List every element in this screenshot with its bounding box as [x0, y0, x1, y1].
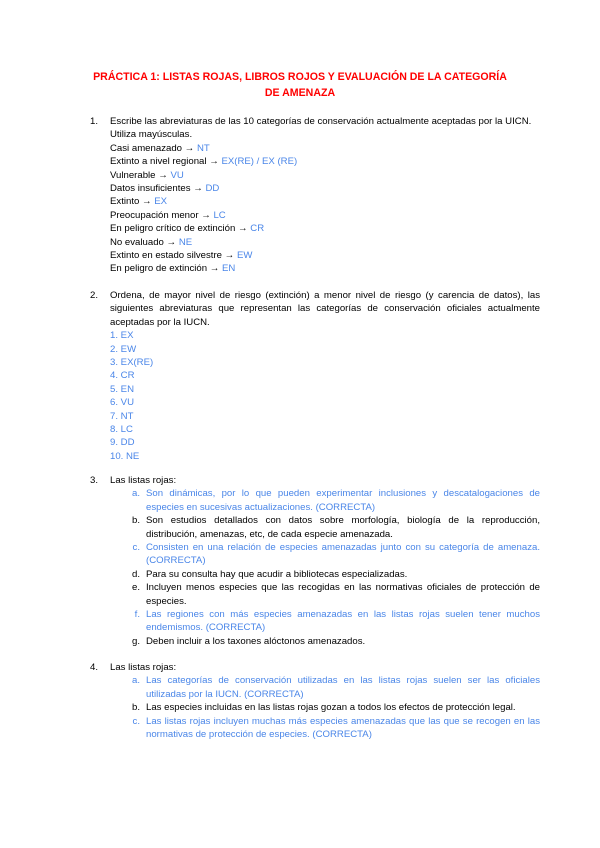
question-3-body [110, 474, 540, 648]
category-label: Datos insuficientes [110, 183, 191, 195]
title-line-1: PRÁCTICA 1: LISTAS ROJAS, LIBROS ROJOS Y EVALUACIÓN DE LA CATEGORÍA [93, 71, 507, 83]
question-prompt: Ordena, de mayor nivel de riesgo (extinción) a menor nivel de riesgo (y carencia de datos), las siguientes abreviaturas que representan las categorías de conservación oficiales actualmente aceptadas por la IUCN. [110, 290, 540, 328]
option-letter: b. [131, 515, 140, 527]
option-text: Deben incluir a los taxones alóctonos amenazados. [146, 635, 366, 647]
category-label: En peligro crítico de extinción [110, 223, 236, 235]
arrow-icon: → [238, 223, 248, 235]
option-text: Son estudios detallados con datos sobre morfología, biología de la reproducción, distribución, amenazas, etc, de cada especie amenazada. [146, 515, 540, 540]
abbreviation-item [110, 236, 540, 249]
ranking-item: 8. LC [110, 424, 133, 436]
option-letter: c. [132, 715, 140, 727]
options-list [110, 487, 540, 648]
question-number: 1. [90, 116, 99, 127]
ranking-item: 5. EN [110, 383, 134, 395]
abbreviation-item [110, 195, 540, 208]
arrow-icon: → [193, 183, 203, 195]
question-number: 4. [90, 662, 99, 673]
arrow-icon: → [158, 169, 168, 181]
question-4-body [110, 661, 540, 741]
option-text: Para su consulta hay que acudir a bibliotecas especializadas. [146, 568, 408, 580]
title-line-2: DE AMENAZA [264, 87, 336, 99]
abbreviation-item [110, 249, 540, 262]
arrow-icon: → [184, 142, 195, 154]
page-title [70, 69, 530, 101]
question-prompt: Las listas rojas: [110, 475, 177, 486]
category-label: No evaluado [110, 236, 164, 248]
category-label: Casi amenazado [110, 142, 182, 154]
category-label: Extinto [110, 196, 140, 208]
ranking-item: 3. EX(RE) [110, 357, 154, 369]
option-item [110, 701, 540, 714]
question-prompt: Las listas rojas: [110, 662, 177, 673]
ranking-item: 9. DD [110, 437, 135, 449]
abbreviation-item [110, 262, 540, 275]
answer-abbreviation: EX [154, 196, 168, 208]
ranking-item: 7. NT [110, 410, 134, 422]
answer-abbreviation: CR [250, 223, 265, 235]
answer-abbreviation: EN [222, 263, 236, 275]
answer-abbreviation: DD [205, 183, 220, 195]
option-text: Las especies incluidas en las listas rojas gozan a todos los efectos de protección legal. [146, 702, 516, 714]
option-letter: e. [131, 582, 140, 594]
category-label: Extinto a nivel regional [110, 156, 207, 168]
question-2-body [110, 289, 540, 463]
category-label: Vulnerable [110, 169, 156, 181]
option-letter: a. [131, 675, 140, 687]
abbreviation-item [110, 169, 540, 182]
category-label: Extinto en estado silvestre [110, 250, 222, 262]
arrow-icon: → [209, 156, 219, 168]
option-letter: g. [131, 635, 140, 647]
answer-abbreviation: NT [196, 142, 210, 154]
option-letter: f. [134, 609, 140, 621]
answer-abbreviation: LC [213, 209, 226, 221]
abbreviation-item [110, 222, 540, 235]
option-text: Son dinámicas, por lo que pueden experimentar inclusiones y descatalogaciones de especies en sucesivas actualizaciones. (CORRECTA) [146, 488, 540, 513]
option-text: Las listas rojas incluyen muchas más especies amenazadas que las que se recogen en las normativas de protección de especies. (CORRECTA) [146, 715, 540, 741]
abbreviation-item [110, 142, 540, 155]
question-prompt: Escribe las abreviaturas de las 10 categorías de conservación actualmente aceptadas por la UICN. Utiliza mayúsculas. [110, 116, 532, 141]
option-letter: b. [131, 702, 140, 714]
option-text: Incluyen menos especies que las recogidas en las normativas oficiales de protección de especies. [146, 582, 540, 607]
arrow-icon: → [166, 236, 177, 248]
answer-abbreviation: NE [178, 236, 193, 248]
abbreviation-item [110, 209, 540, 222]
option-item [110, 674, 540, 701]
options-list [110, 674, 540, 741]
ranking-item: 10. NE [110, 450, 140, 462]
category-label: Preocupación menor [110, 209, 199, 221]
option-letter: c. [132, 542, 140, 554]
option-text: Las categorías de conservación utilizadas en las listas rojas suelen ser las oficiales utilizadas por la IUCN. (CORRECTA) [146, 675, 540, 700]
abbreviation-list [110, 142, 540, 276]
option-item [110, 487, 540, 514]
option-item [110, 581, 540, 608]
option-text: Consisten en una relación de especies amenazadas junto con su categoría de amenaza. (CORRECTA) [146, 542, 540, 567]
option-item [110, 568, 540, 581]
ranking-item: 6. VU [110, 397, 134, 409]
question-1-body [110, 115, 540, 276]
option-item [110, 514, 540, 541]
arrow-icon: → [142, 196, 152, 208]
ranking-item: 4. CR [110, 370, 135, 382]
category-label: En peligro de extinción [110, 263, 208, 275]
abbreviation-item [110, 155, 540, 168]
question-number: 2. [90, 290, 99, 301]
option-item [110, 541, 540, 568]
arrow-icon: → [201, 209, 211, 221]
arrow-icon: → [224, 250, 235, 262]
option-item [110, 635, 540, 648]
answer-abbreviation: EW [236, 250, 253, 262]
option-text: Las regiones con más especies amenazadas en las listas rojas suelen tener muchos endemismos. (CORRECTA) [146, 609, 540, 634]
answer-abbreviation: EX(RE) / EX (RE) [221, 156, 298, 168]
option-item [110, 715, 540, 742]
arrow-icon: → [209, 263, 220, 275]
ranking-item: 2. EW [110, 343, 137, 355]
option-letter: a. [131, 488, 140, 500]
ranking-item: 1. EX [110, 330, 134, 342]
option-letter: d. [131, 568, 140, 580]
option-item [110, 608, 540, 635]
ranking-list [110, 329, 540, 463]
question-number: 3. [90, 475, 99, 486]
abbreviation-item [110, 182, 540, 195]
answer-abbreviation: VU [170, 169, 184, 181]
